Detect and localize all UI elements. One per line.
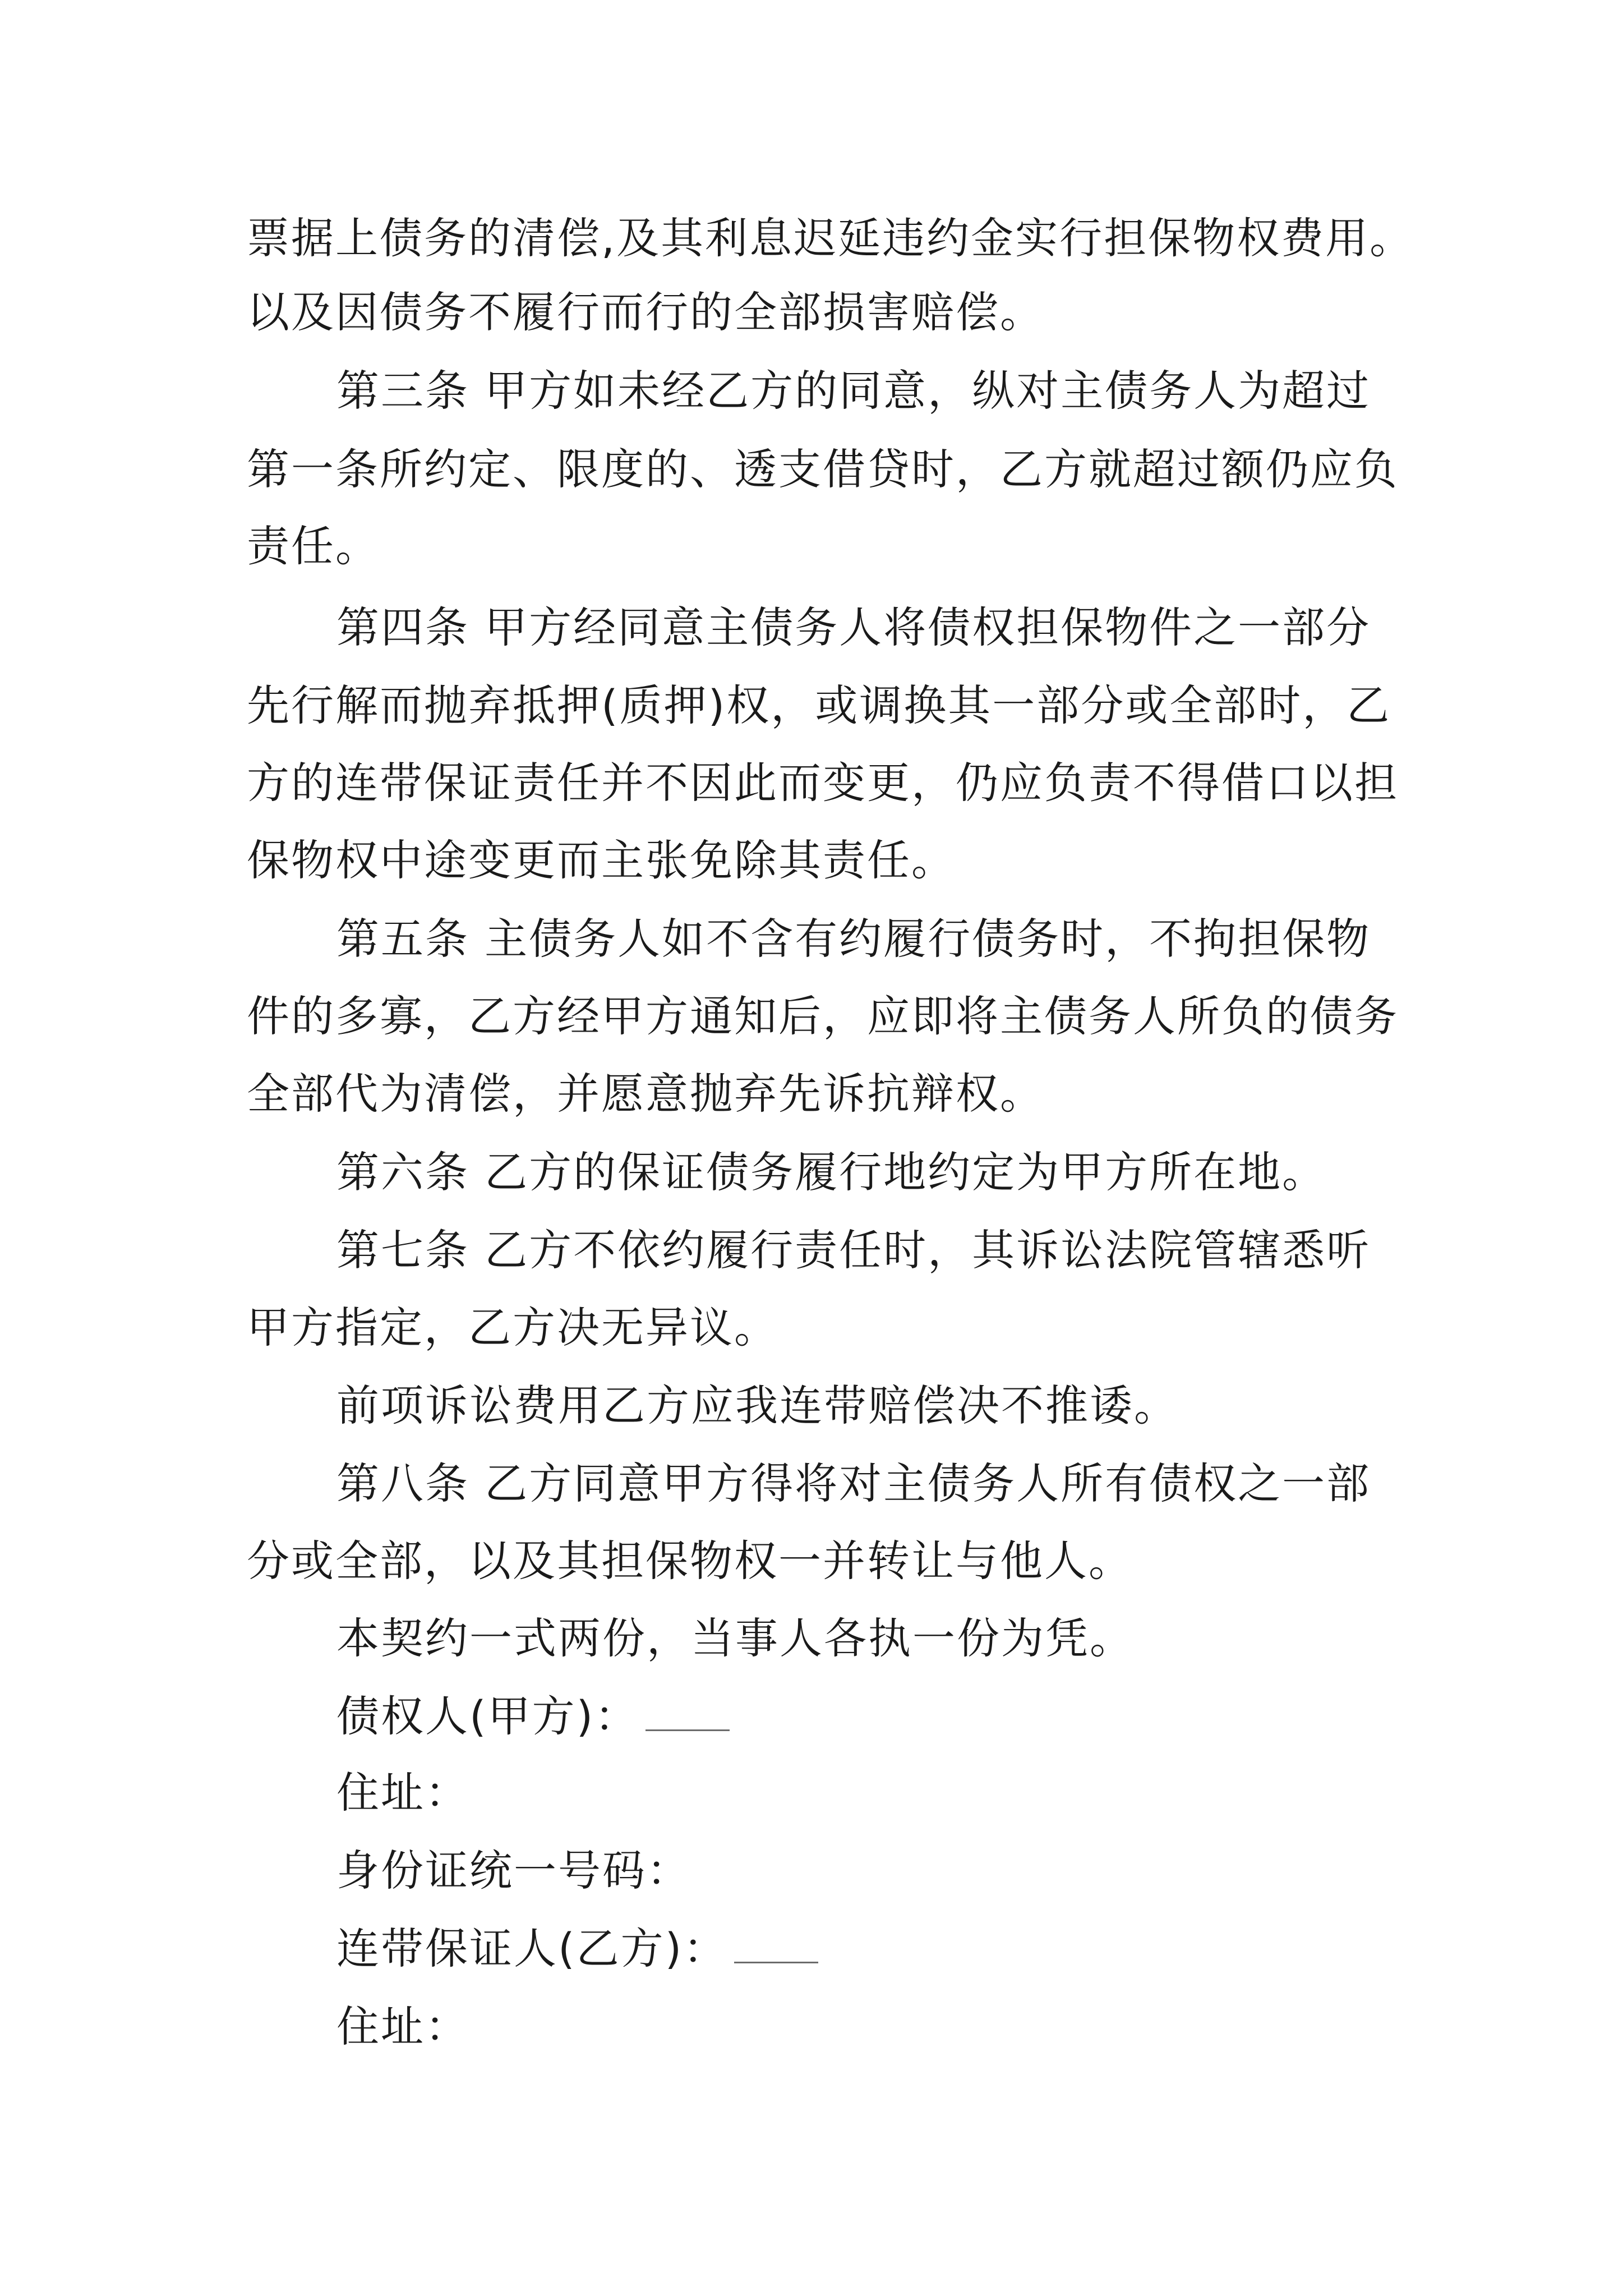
guarantor-address-label: 住址： — [336, 2001, 469, 2051]
creditor-field — [0, 1683, 1623, 1750]
text-line-content: 本契约一式两份，当事人各执一份为凭。 — [336, 1613, 1134, 1663]
text-line-content: 以及因债务不履行而行的全部损害赔偿。 — [247, 287, 1044, 337]
text-line-content: 全部代为清偿，并愿意抛弃先诉抗辩权。 — [247, 1069, 1044, 1119]
text-line-content: 第七条 乙方不依约履行责任时，其诉讼法院管辖悉听 — [336, 1225, 1371, 1275]
text-line — [0, 983, 1623, 1050]
text-line-content: 第三条 甲方如未经乙方的同意，纵对主债务人为超过 — [336, 366, 1371, 416]
guarantor-row — [336, 1915, 818, 1982]
clause-8-line — [0, 1450, 1623, 1517]
clause-6-line — [0, 1139, 1623, 1206]
clause-7-line — [0, 1217, 1623, 1284]
id-number-field — [0, 1837, 1623, 1904]
text-line-content: 第六条 乙方的保证债务履行地约定为甲方所在地。 — [336, 1147, 1327, 1197]
clause-4-line — [0, 594, 1623, 661]
text-line-content: 件的多寡，乙方经甲方通知后，应即将主债务人所负的债务 — [247, 991, 1399, 1041]
creditor-row — [336, 1683, 730, 1750]
text-line-content: 第五条 主债务人如不含有约履行债务时，不拘担保物 — [336, 914, 1371, 964]
text-line-content: 甲方指定，乙方决无异议。 — [247, 1303, 778, 1352]
text-line — [0, 1605, 1623, 1672]
guarantor-blank-line — [734, 1934, 818, 1963]
creditor-blank-line — [645, 1701, 730, 1731]
text-line — [0, 749, 1623, 817]
text-line-content: 第四条 甲方经同意主债务人将债权担保物件之一部分 — [336, 602, 1371, 652]
clause-3-line — [0, 357, 1623, 425]
text-line — [0, 279, 1623, 346]
text-line — [0, 436, 1623, 503]
text-line — [0, 1372, 1623, 1439]
text-line-content: 第八条 乙方同意甲方得将对主债务人所有债权之一部 — [336, 1458, 1371, 1508]
text-line — [0, 205, 1623, 272]
text-line-content: 前项诉讼费用乙方应我连带赔偿决不推诿。 — [336, 1381, 1178, 1430]
text-line — [0, 827, 1623, 894]
text-line — [0, 1060, 1623, 1128]
text-line-content: 责任。 — [247, 521, 380, 571]
text-line-content: 方的连带保证责任并不因此而变更，仍应负责不得借口以担 — [247, 758, 1399, 808]
guarantor-address-field — [0, 1993, 1623, 2060]
guarantor-label: 连带保证人(乙方)： — [336, 1924, 728, 1973]
text-line — [0, 1294, 1623, 1361]
text-line-content: 票据上债务的清偿,及其利息迟延违约金实行担保物权费用。 — [247, 213, 1414, 263]
text-line — [0, 1527, 1623, 1595]
text-line — [0, 672, 1623, 739]
text-line-content: 分或全部，以及其担保物权一并转让与他人。 — [247, 1536, 1133, 1586]
text-line-content: 保物权中途变更而主张免除其责任。 — [247, 835, 956, 885]
text-line-content: 先行解而抛弃抵押(质押)权，或调换其一部分或全部时，乙 — [247, 680, 1391, 730]
text-line-content: 第一条所约定、限度的、透支借贷时，乙方就超过额仍应负 — [247, 444, 1399, 494]
guarantor-field — [0, 1915, 1623, 1982]
creditor-address-label: 住址： — [336, 1768, 469, 1818]
creditor-label: 债权人(甲方)： — [336, 1691, 639, 1741]
clause-5-line — [0, 905, 1623, 973]
id-number-label: 身份证统一号码： — [336, 1846, 691, 1895]
creditor-address-field — [0, 1759, 1623, 1826]
text-line — [0, 513, 1623, 580]
